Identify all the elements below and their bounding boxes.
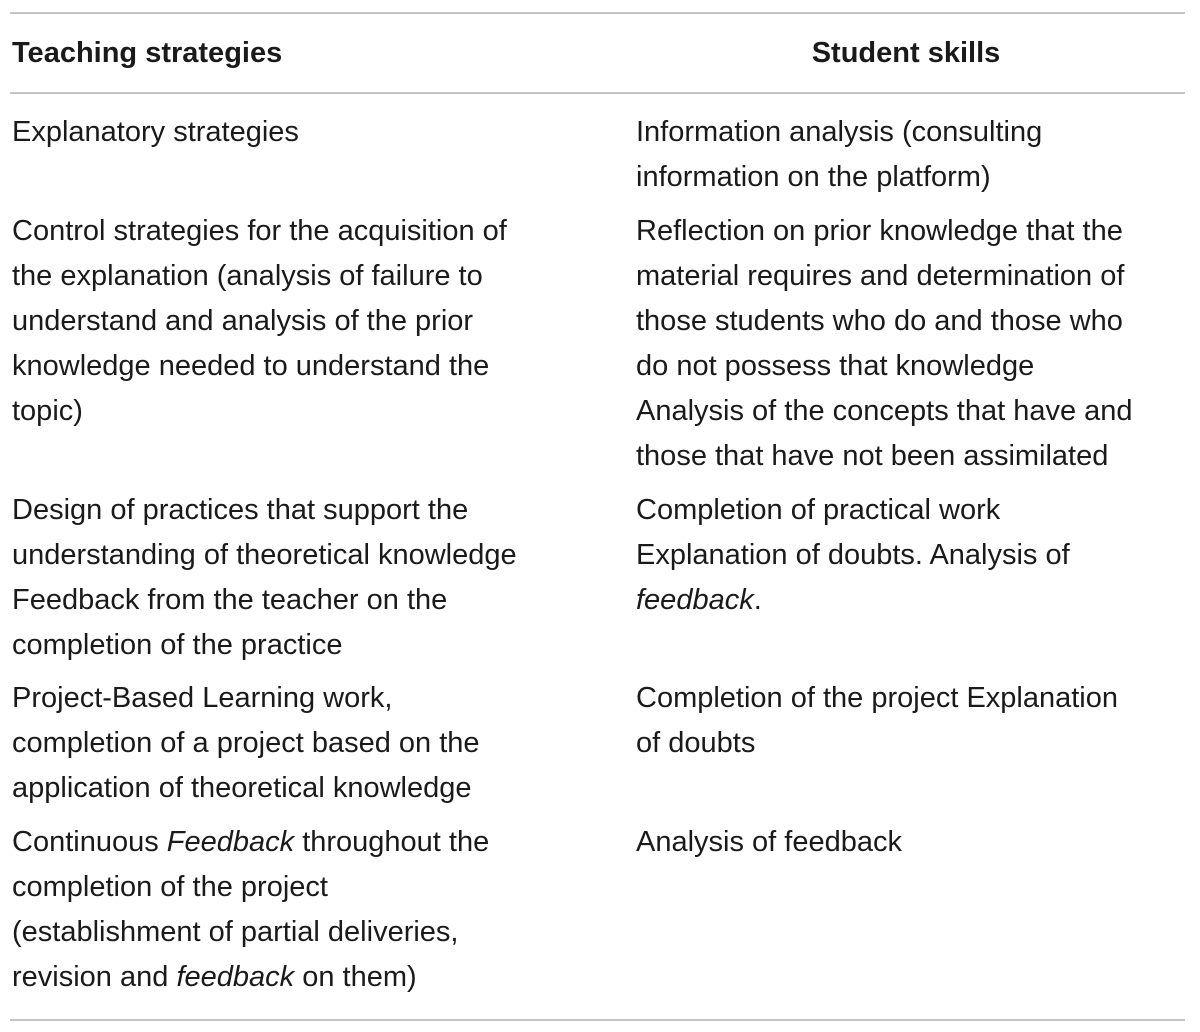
header-teaching-strategies: Teaching strategies — [12, 37, 283, 69]
strategy-text: Continuous — [12, 826, 167, 858]
strategy-text-mid: throughout the completion of the project (establishment of partial deliveries, revision and — [12, 826, 490, 993]
table-top-rule — [10, 12, 1185, 14]
header-student-skills: Student skills — [811, 37, 1001, 69]
strategy-cell — [12, 820, 602, 1000]
strategy-text-italic-2: feedback — [176, 961, 295, 993]
skill-cell — [636, 488, 1192, 623]
table-header — [0, 33, 1200, 73]
skill-text-end: . — [753, 584, 762, 616]
table-bottom-rule — [10, 1019, 1185, 1021]
strategy-cell: Control strategies for the acquisition of the explanation (analysis of failure to understand and analysis of the prior knowledge needed to understand the topic) — [12, 215, 507, 427]
skill-cell: Information analysis (consulting information on the platform) — [636, 116, 1043, 193]
skill-text: Completion of practical work Explanation of doubts. Analysis of — [636, 494, 1070, 571]
strategy-text-italic: Feedback — [166, 826, 295, 858]
skill-cell: Reflection on prior knowledge that the material requires and determination of those students who do and those who do not possess that knowledge Analysis of the concepts that have and those that have not been assimilated — [636, 215, 1133, 472]
strategy-cell: Design of practices that support the understanding of theoretical knowledge Feedback from the teacher on the completion of the practice — [12, 494, 517, 661]
strategy-text-end: on them) — [294, 961, 417, 993]
strategy-cell: Project-Based Learning work, completion of a project based on the application of theoretical knowledge — [12, 682, 480, 804]
strategy-cell: Explanatory strategies — [12, 116, 299, 148]
skill-text-italic: feedback — [636, 584, 754, 616]
skill-cell: Completion of the project Explanation of doubts — [636, 682, 1119, 759]
table-header-rule — [10, 92, 1185, 94]
skill-cell: Analysis of feedback — [636, 826, 902, 858]
